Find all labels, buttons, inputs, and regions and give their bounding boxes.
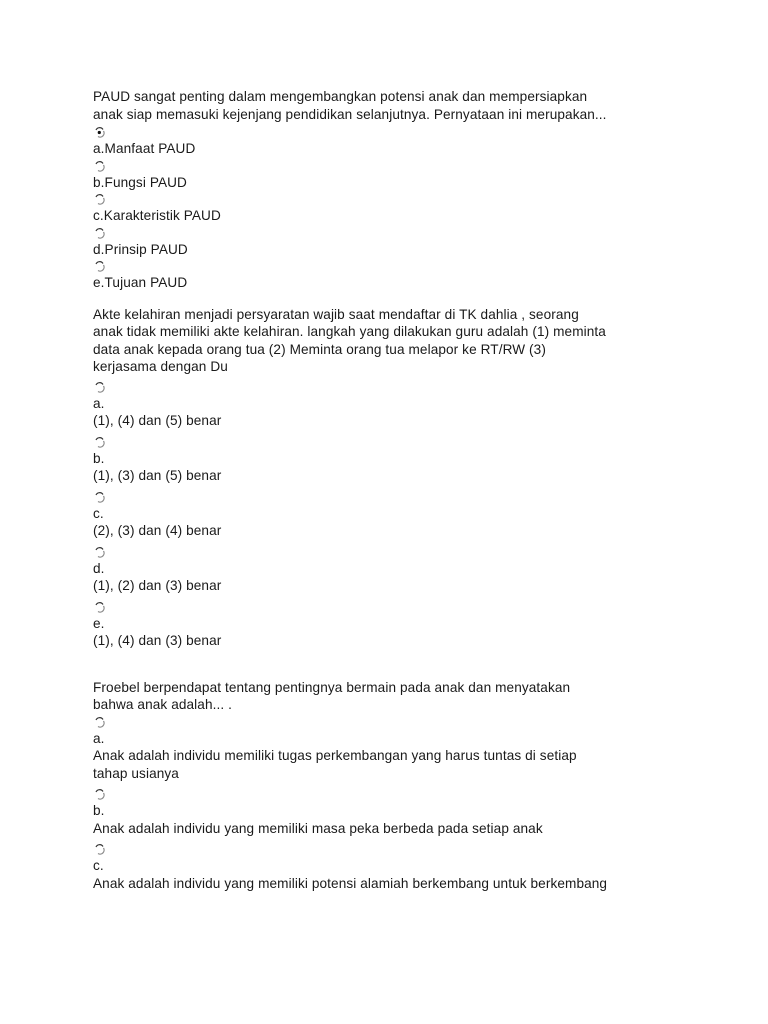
radio-selected-icon[interactable] <box>94 124 106 140</box>
question-1-line-1: PAUD sangat penting dalam mengembangkan potensi anak dan mempersiapkan <box>93 89 588 104</box>
question-2-line-3: data anak kepada orang tua (2) Meminta orang tua melapor ke RT/RW (3) <box>93 341 546 357</box>
option-label: e.Tujuan PAUD <box>93 275 188 290</box>
option-letter: a. <box>93 395 105 411</box>
question-3-option-a[interactable] <box>93 714 683 783</box>
option-label: b.Fungsi PAUD <box>93 174 187 190</box>
option-letter: c. <box>93 505 104 521</box>
radio-icon[interactable] <box>94 191 106 207</box>
radio-icon[interactable] <box>94 841 106 857</box>
option-label: c.Karakteristik PAUD <box>93 208 221 223</box>
option-text: (1), (3) dan (5) benar <box>93 468 222 483</box>
question-2-text <box>93 306 683 376</box>
option-text-line-2: tahap usianya <box>93 765 179 781</box>
question-2-option-a[interactable] <box>93 379 683 430</box>
question-2-option-d[interactable] <box>93 544 683 595</box>
question-1 <box>93 88 683 292</box>
option-text-line-1: Anak adalah individu memiliki tugas perkembangan yang harus tuntas di setiap <box>93 748 577 763</box>
radio-icon[interactable] <box>94 786 106 802</box>
question-2-line-2: anak tidak memiliki akte kelahiran. langkah yang dilakukan guru adalah (1) meminta <box>93 324 606 339</box>
question-3 <box>93 679 683 893</box>
option-text: (2), (3) dan (4) benar <box>93 523 222 538</box>
radio-icon[interactable] <box>94 544 106 560</box>
question-2-line-1: Akte kelahiran menjadi persyaratan wajib saat mendaftar di TK dahlia , seorang <box>93 306 579 322</box>
radio-icon[interactable] <box>94 225 106 241</box>
question-2-option-b[interactable] <box>93 434 683 485</box>
radio-icon[interactable] <box>94 158 106 174</box>
question-3-line-2: bahwa anak adalah... . <box>93 697 232 712</box>
option-text: (1), (2) dan (3) benar <box>93 578 222 593</box>
question-2-option-c[interactable] <box>93 489 683 540</box>
question-2-option-e[interactable] <box>93 599 683 650</box>
question-1-option-c[interactable] <box>93 191 683 225</box>
option-letter: e. <box>93 615 105 631</box>
question-2 <box>93 306 683 650</box>
radio-icon[interactable] <box>94 258 106 274</box>
option-text-line-1: Anak adalah individu yang memiliki potensi alamiah berkembang untuk berkembang <box>93 875 608 891</box>
question-1-line-2: anak siap memasuki kejenjang pendidikan selanjutnya. Pernyataan ini merupakan... <box>93 106 607 122</box>
radio-icon[interactable] <box>94 434 106 450</box>
question-1-option-d[interactable] <box>93 225 683 259</box>
radio-icon[interactable] <box>94 489 106 505</box>
option-letter: c. <box>93 858 104 873</box>
question-1-option-e[interactable] <box>93 258 683 292</box>
question-1-option-b[interactable] <box>93 158 683 192</box>
question-3-line-1: Froebel berpendapat tentang pentingnya bermain pada anak dan menyatakan <box>93 679 571 695</box>
question-1-option-a[interactable] <box>93 124 683 158</box>
question-3-option-c[interactable] <box>93 841 683 892</box>
radio-icon[interactable] <box>94 599 106 615</box>
option-text: (1), (4) dan (5) benar <box>93 413 222 428</box>
option-label: d.Prinsip PAUD <box>93 241 188 257</box>
question-2-line-4: kerjasama dengan Du <box>93 359 228 374</box>
option-letter: b. <box>93 803 105 818</box>
quiz-content <box>93 88 683 892</box>
option-letter: a. <box>93 730 105 746</box>
radio-icon[interactable] <box>94 714 106 730</box>
question-3-option-b[interactable] <box>93 786 683 837</box>
option-text: (1), (4) dan (3) benar <box>93 633 222 648</box>
option-label: a.Manfaat PAUD <box>93 141 196 156</box>
question-3-text <box>93 679 683 714</box>
option-letter: d. <box>93 560 105 576</box>
question-1-text <box>93 88 683 123</box>
option-text-line-1: Anak adalah individu yang memiliki masa peka berbeda pada setiap anak <box>93 820 543 836</box>
option-letter: b. <box>93 450 105 466</box>
radio-icon[interactable] <box>94 379 106 395</box>
